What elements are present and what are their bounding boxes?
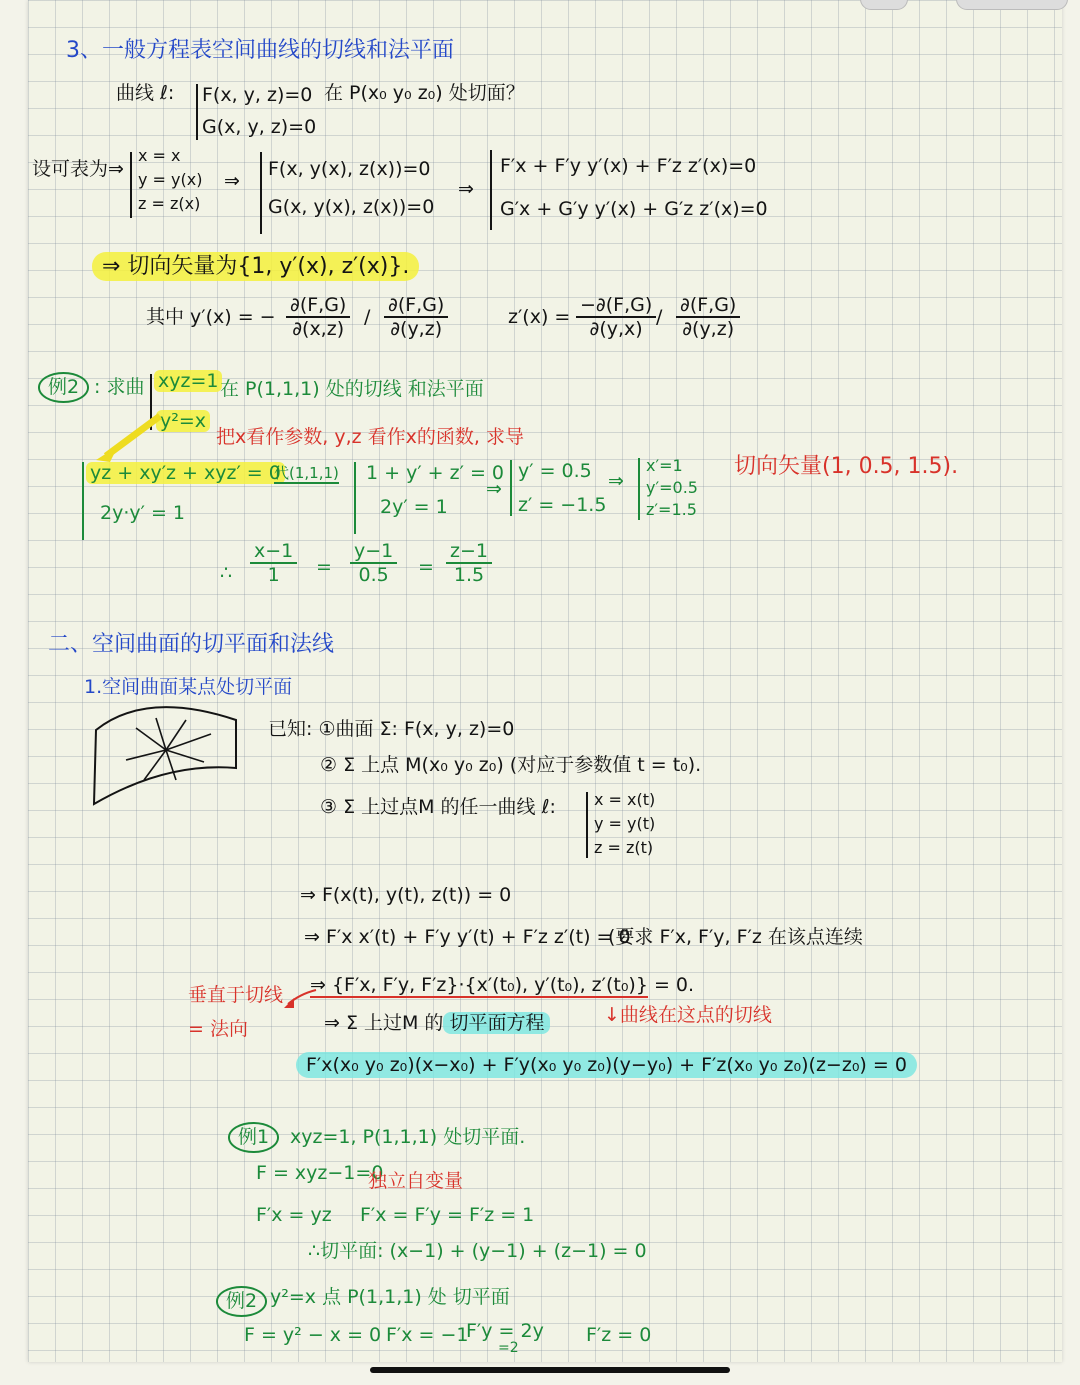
ex2-d2: 2y·y′ = 1: [100, 502, 186, 524]
section-2-heading: 二、空间曲面的切平面和法线: [48, 632, 335, 657]
arrow-2: ⇒: [458, 178, 474, 200]
ex2b-tag: 例2: [216, 1286, 267, 1317]
known-1: 已知: ①曲面 Σ: F(x, y, z)=0: [268, 718, 515, 740]
curve-x: x = x(t): [594, 790, 656, 809]
ex2-s-brace: [354, 462, 356, 534]
top-toolbar-pill[interactable]: [956, 0, 1068, 10]
y-frac-2: $\frac{\partial(F,G)}{\partial(y,z)}$: [384, 294, 448, 340]
ex2-v2: y′=0.5: [646, 478, 698, 497]
ex2-v1: x′=1: [646, 456, 683, 475]
curve-param-brace: [586, 792, 588, 858]
perp-note: 垂直于切线: [188, 984, 284, 1006]
section-2-sub: 1.空间曲面某点处切平面: [84, 676, 293, 698]
ex2-arrow-2: ⇒: [608, 470, 624, 492]
ex2-at: 在 P(1,1,1) 处的切线 和法平面: [220, 378, 484, 400]
diff-F: F′x + F′y y′(x) + F′z z′(x)=0: [500, 155, 757, 177]
red-arrow: [280, 984, 320, 1014]
y-frac-1: $\frac{\partial(F,G)}{\partial(x,z)}$: [286, 294, 350, 340]
ex2-therefore: ∴: [220, 562, 233, 584]
ex1b-text: xyz=1, P(1,1,1) 处切平面.: [290, 1126, 526, 1148]
ex1b-tag: 例1: [228, 1122, 279, 1153]
ex2-r2: z′ = −1.5: [518, 494, 607, 516]
sub-brace: [260, 152, 262, 234]
ex2-eq1: xyz=1: [154, 370, 222, 393]
ex2-d1: yz + xy′z + xyz′ = 0: [86, 462, 285, 485]
arrow-1: ⇒: [224, 170, 240, 192]
ex1b-plane: ∴切平面: (x−1) + (y−1) + (z−1) = 0: [308, 1240, 647, 1262]
tangent-vector: ⇒ 切向矢量为{1, y′(x), z′(x)}.: [92, 254, 419, 280]
ex2-r1: y′ = 0.5: [518, 460, 592, 482]
ex1b-indep: 独立自变量: [368, 1170, 464, 1192]
curve-label: 曲线 ℓ:: [116, 82, 175, 104]
sub-G: G(x, y(x), z(x))=0: [268, 196, 435, 218]
curve-F: F(x, y, z)=0: [202, 84, 313, 106]
ex2-eq-2: =: [418, 556, 434, 578]
ex2b-Fy2: =2: [498, 1340, 519, 1356]
plane-label: ⇒ Σ 上过M 的 切平面方程: [324, 1012, 550, 1035]
ex2-vec: 切向矢量(1, 0.5, 1.5).: [734, 454, 959, 479]
z-frac-1: $\frac{-\partial(F,G)}{\partial(y,x)}$: [576, 294, 656, 340]
surface-sketch: [86, 700, 248, 818]
curve-tangent-note: ↓曲线在这点的切线: [604, 1004, 772, 1026]
ex1b-Fx: F′x = yz: [256, 1204, 332, 1226]
setup-label: 设可表为⇒: [32, 158, 124, 180]
curve-G: G(x, y, z)=0: [202, 116, 317, 138]
z-frac-2: $\frac{\partial(F,G)}{\partial(y,z)}$: [676, 294, 740, 340]
ex2-prompt: : 求曲: [94, 376, 145, 398]
curve-z: z = z(t): [594, 838, 654, 857]
ex2-eq2: y²=x: [156, 410, 210, 433]
ex1b-Fall: F′x = F′y = F′z = 1: [360, 1204, 535, 1226]
ex2b-F: F = y² − x = 0: [244, 1324, 382, 1346]
param-brace: [130, 152, 132, 218]
param-x: x = x: [138, 146, 181, 165]
ex2-d-brace: [82, 462, 84, 540]
curve-brace: [196, 84, 198, 140]
known-3: ③ Σ 上过点M 的任一曲线 ℓ:: [320, 796, 556, 818]
home-indicator[interactable]: [370, 1367, 730, 1373]
ex2b-Fx: F′x = −1: [386, 1324, 469, 1346]
ex2b-text: y²=x 点 P(1,1,1) 处 切平面: [270, 1286, 510, 1308]
step-2: ⇒ F′x x′(t) + F′y y′(t) + F′z z′(t) = 0: [304, 926, 631, 948]
step-2-note: (要求 F′x, F′y, F′z 在该点连续: [608, 926, 863, 948]
section-3-heading: 3、一般方程表空间曲线的切线和法平面: [66, 38, 454, 63]
ex1b-F: F = xyz−1=0: [256, 1162, 384, 1184]
ex2-v3: z′=1.5: [646, 500, 697, 519]
ex2-note: 把x看作参数, y,z 看作x的函数, 求导: [216, 426, 524, 448]
notebook-page: [28, 0, 1062, 1362]
top-toolbar-button[interactable]: [860, 0, 908, 10]
curve-question: 在 P(x₀ y₀ z₀) 处切面？: [324, 82, 525, 104]
ex2b-Fz: F′z = 0: [586, 1324, 652, 1346]
ex2-frac-x: $\frac{x-1}{1}$: [250, 540, 297, 586]
param-y: y = y(x): [138, 170, 203, 189]
known-2: ② Σ 上点 M(x₀ y₀ z₀) (对应于参数值 t = t₀).: [320, 754, 702, 776]
ex2-v-brace: [638, 458, 640, 520]
diff-brace: [490, 150, 492, 230]
ex2-tag: 例2: [38, 372, 89, 403]
ex2b-Fy: F′y = 2y: [466, 1320, 544, 1342]
ex2-r-brace: [510, 460, 512, 516]
ex2-arrow-1: ⇒: [486, 478, 502, 500]
sub-F: F(x, y(x), z(x))=0: [268, 158, 431, 180]
slash-1: /: [364, 306, 371, 328]
slash-2: /: [656, 306, 663, 328]
ex2-s1: 1 + y′ + z′ = 0: [366, 462, 505, 484]
ex2-sub: 代(1,1,1): [274, 464, 339, 482]
normal-note: = 法向: [188, 1018, 248, 1040]
diff-G: G′x + G′y y′(x) + G′z z′(x)=0: [500, 198, 768, 220]
curve-y: y = y(t): [594, 814, 656, 833]
ex2-frac-z: $\frac{z-1}{1.5}$: [446, 540, 492, 586]
step-3: ⇒ {F′x, F′y, F′z}·{x′(t₀), y′(t₀), z′(t₀)} = 0.: [310, 974, 695, 996]
yellow-arrow: [88, 410, 168, 466]
param-z: z = z(x): [138, 194, 201, 213]
ex2-s2: 2y′ = 1: [380, 496, 448, 518]
z-label: z′(x) =: [508, 306, 571, 328]
ex2-eq-1: =: [316, 556, 332, 578]
step-1: ⇒ F(x(t), y(t), z(t)) = 0: [300, 884, 512, 906]
tangent-plane-equation: F′x(x₀ y₀ z₀)(x−x₀) + F′y(x₀ y₀ z₀)(y−y₀) + F′z(x₀ y₀ z₀)(z−z₀) = 0: [296, 1054, 917, 1077]
ex2-frac-y: $\frac{y-1}{0.5}$: [350, 540, 397, 586]
where-label: 其中 y′(x) = −: [146, 306, 276, 328]
